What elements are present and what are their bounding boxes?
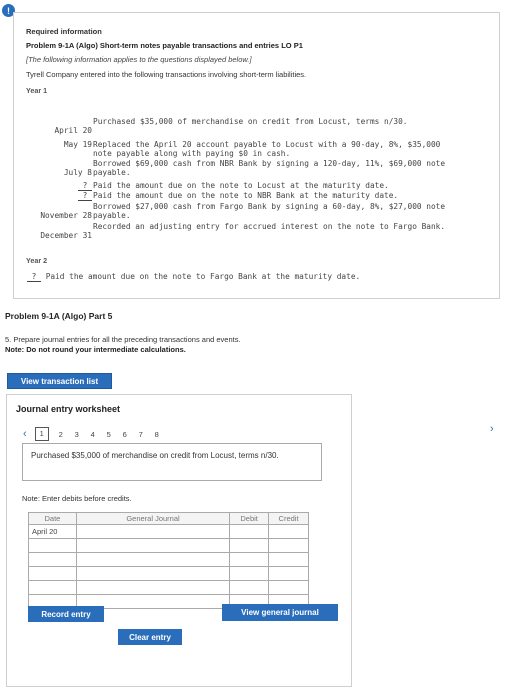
debit-header: Debit xyxy=(230,513,269,525)
table-row xyxy=(29,553,309,567)
table-row xyxy=(29,525,309,539)
debit-input[interactable] xyxy=(230,567,269,581)
credit-input[interactable] xyxy=(269,567,309,581)
rounding-note: Note: Do not round your intermediate calculations. xyxy=(5,345,186,354)
debit-input[interactable] xyxy=(230,553,269,567)
page-5-tab[interactable]: 5 xyxy=(106,429,111,439)
transaction-description: Purchased $35,000 of merchandise on credit from Locust, terms n/30. xyxy=(22,443,322,481)
transaction-text: Paid the amount due on the note to NBR Bank at the maturity date. xyxy=(93,191,399,200)
clear-entry-button[interactable]: Clear entry xyxy=(118,629,182,645)
worksheet-title: Journal entry worksheet xyxy=(16,404,121,414)
credit-input[interactable] xyxy=(269,525,309,539)
date-cell xyxy=(29,567,77,581)
transaction-text: Paid the amount due on the note to Locust at the maturity date. xyxy=(93,181,389,190)
info-icon: ! xyxy=(2,4,15,17)
year2-label: Year 2 xyxy=(26,256,48,265)
date-cell: April 20 xyxy=(29,525,77,539)
account-input[interactable] xyxy=(76,539,229,553)
credit-input[interactable] xyxy=(269,581,309,595)
account-input[interactable] xyxy=(76,581,229,595)
debit-input[interactable] xyxy=(230,525,269,539)
date-cell xyxy=(29,553,77,567)
info-note: [The following information applies to the questions displayed below.] xyxy=(26,55,252,64)
transaction-text: Borrowed $69,000 cash from NBR Bank by signing a 120-day, 11%, $69,000 note payable. xyxy=(93,159,446,178)
account-input[interactable] xyxy=(76,525,229,539)
transaction-date: May 19 xyxy=(63,140,92,149)
debit-input[interactable] xyxy=(230,581,269,595)
page-1-tab[interactable]: 1 xyxy=(35,427,49,441)
page-7-tab[interactable]: 7 xyxy=(138,429,143,439)
instruction-text: 5. Prepare journal entries for all the preceding transactions and events. xyxy=(5,335,241,344)
transaction-date-blank: ? xyxy=(14,191,92,201)
required-info-title: Required information xyxy=(26,27,102,36)
page-2-tab[interactable]: 2 xyxy=(58,429,63,439)
debits-note: Note: Enter debits before credits. xyxy=(22,494,132,503)
table-row xyxy=(29,567,309,581)
transaction-text: Borrowed $27,000 cash from Fargo Bank by signing a 60-day, 8%, $27,000 note payable. xyxy=(93,202,446,221)
table-row xyxy=(29,581,309,595)
debit-input[interactable] xyxy=(230,539,269,553)
page-3-tab[interactable]: 3 xyxy=(74,429,79,439)
year2-transaction: ? Paid the amount due on the note to Fargo Bank at the maturity date. xyxy=(27,272,360,282)
intro-text: Tyrell Company entered into the following transactions involving short-term liabilities. xyxy=(26,70,307,79)
general-journal-header: General Journal xyxy=(76,513,229,525)
transaction-date: July 8 xyxy=(63,168,92,177)
transaction-text: Replaced the April 20 account payable to Locust with a 90-day, 8%, $35,000 note payable along with paying $0 in cash. xyxy=(93,140,441,159)
table-row xyxy=(29,539,309,553)
journal-table xyxy=(28,512,309,609)
chevron-left-icon[interactable]: ‹ xyxy=(23,428,27,440)
transaction-text: Purchased $35,000 of merchandise on credit from Locust, terms n/30. xyxy=(93,117,408,126)
credit-header: Credit xyxy=(269,513,309,525)
problem-subtitle: Problem 9-1A (Algo) Short-term notes payable transactions and entries LO P1 xyxy=(26,41,303,50)
view-transaction-list-button[interactable]: View transaction list xyxy=(7,373,112,389)
view-general-journal-button[interactable]: View general journal xyxy=(222,604,338,621)
credit-input[interactable] xyxy=(269,553,309,567)
date-header: Date xyxy=(29,513,77,525)
page-6-tab[interactable]: 6 xyxy=(122,429,127,439)
account-input[interactable] xyxy=(76,553,229,567)
account-input[interactable] xyxy=(76,567,229,581)
required-information-panel xyxy=(13,12,500,299)
transaction-date: December 31 xyxy=(40,231,92,240)
date-cell xyxy=(29,581,77,595)
part-title: Problem 9-1A (Algo) Part 5 xyxy=(5,311,113,321)
transaction-text: Recorded an adjusting entry for accrued interest on the note to Fargo Bank. xyxy=(93,222,446,231)
transaction-date: April 20 xyxy=(54,126,92,135)
date-cell xyxy=(29,539,77,553)
transaction-date-blank: ? xyxy=(14,181,92,191)
year1-label: Year 1 xyxy=(26,86,48,95)
entry-pager xyxy=(23,427,165,441)
credit-input[interactable] xyxy=(269,539,309,553)
transaction-date: November 28 xyxy=(40,211,92,220)
record-entry-button[interactable]: Record entry xyxy=(28,606,104,622)
page-4-tab[interactable]: 4 xyxy=(90,429,95,439)
chevron-right-icon[interactable]: › xyxy=(490,423,494,435)
page-8-tab[interactable]: 8 xyxy=(154,429,159,439)
